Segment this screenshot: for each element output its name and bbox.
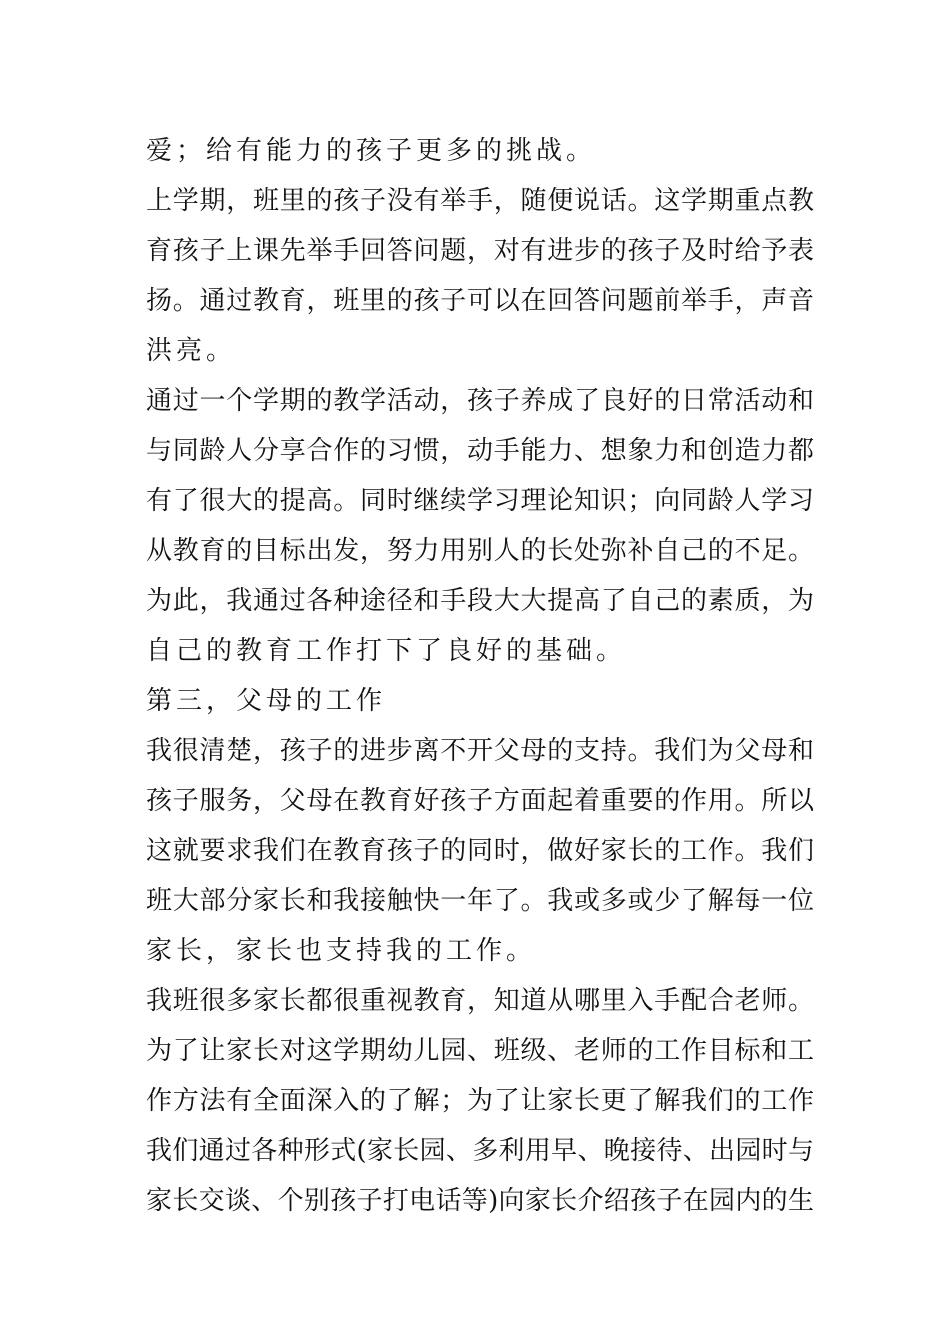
text-line-2: 上学期，班里的孩子没有举手，随便说话。这学期重点教 <box>146 186 814 216</box>
section-heading: 第三，父母的工作 <box>146 686 387 716</box>
text-line-10: 为此，我通过各种途径和手段大大提高了自己的素质，为 <box>146 586 814 616</box>
text-line-17: 家长，家长也支持我的工作。 <box>146 936 537 966</box>
document-body <box>146 126 814 1226</box>
text-line-18: 我班很多家长都很重视教育，知道从哪里入手配合老师。 <box>146 986 814 1016</box>
text-line-14: 孩子服务，父母在教育好孩子方面起着重要的作用。所以 <box>146 786 814 816</box>
text-line-22: 家长交谈、个别孩子打电话等)向家长介绍孩子在园内的生 <box>146 1186 814 1216</box>
text-line-3: 育孩子上课先举手回答问题，对有进步的孩子及时给予表 <box>146 236 814 266</box>
text-line-15: 这就要求我们在教育孩子的同时，做好家长的工作。我们 <box>146 836 814 866</box>
text-line-7: 与同龄人分享合作的习惯，动手能力、想象力和创造力都 <box>146 436 814 466</box>
text-line-5: 洪亮。 <box>146 336 237 366</box>
text-line-6: 通过一个学期的教学活动，孩子养成了良好的日常活动和 <box>146 386 814 416</box>
text-line-8: 有了很大的提高。同时继续学习理论知识；向同龄人学习 <box>146 486 814 516</box>
text-line-21: 我们通过各种形式(家长园、多利用早、晚接待、出园时与 <box>146 1136 814 1166</box>
text-line-20: 作方法有全面深入的了解；为了让家长更了解我们的工作 <box>146 1086 814 1116</box>
text-line-11: 自己的教育工作打下了良好的基础。 <box>146 636 627 666</box>
text-line-19: 为了让家长对这学期幼儿园、班级、老师的工作目标和工 <box>146 1036 814 1066</box>
text-line-13: 我很清楚，孩子的进步离不开父母的支持。我们为父母和 <box>146 736 814 766</box>
text-line-1: 爱；给有能力的孩子更多的挑战。 <box>146 136 597 166</box>
text-line-16: 班大部分家长和我接触快一年了。我或多或少了解每一位 <box>146 886 814 916</box>
text-line-9: 从教育的目标出发，努力用别人的长处弥补自己的不足。 <box>146 536 814 566</box>
text-line-4: 扬。通过教育，班里的孩子可以在回答问题前举手，声音 <box>146 286 814 316</box>
